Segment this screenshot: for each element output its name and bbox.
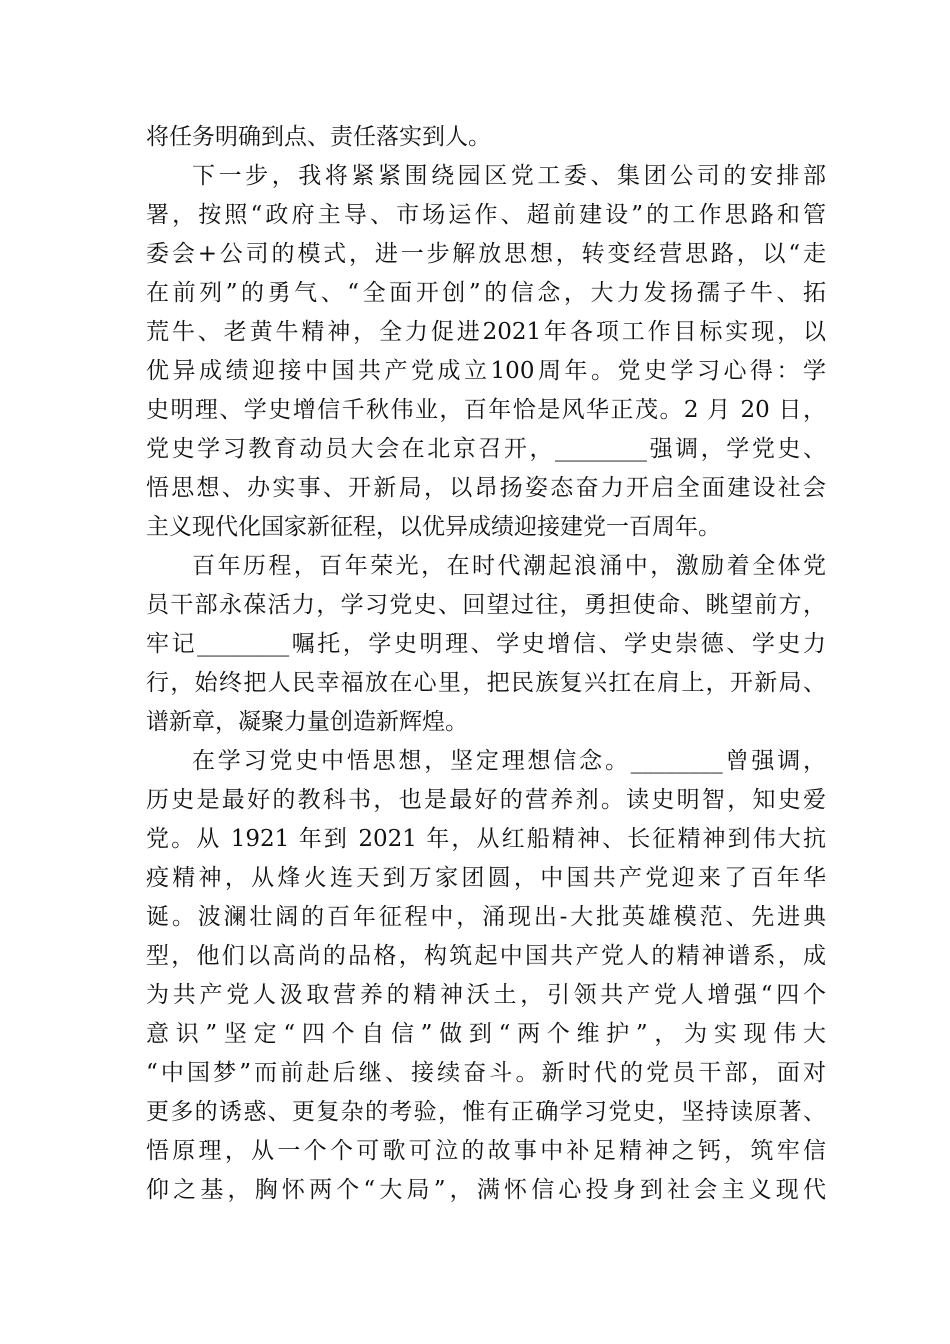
text-line: 谱新章，凝聚力量创造新辉煌。	[146, 709, 468, 735]
text-line: 在学习党史中悟思想，坚定理想信念。________曾强调，	[192, 748, 826, 774]
text-line: 委会+公司的模式，进一步解放思想，转变经营思路，以“走	[146, 241, 826, 267]
text-line: 为共产党人汲取营养的精神沃土，引领共产党人增强“四个	[146, 982, 826, 1008]
text-line: 悟原理，从一个个可歌可泣的故事中补足精神之钙，筑牢信	[146, 1138, 826, 1164]
body-text	[146, 118, 826, 1210]
text-line: 党。从 1921 年到 2021 年，从红船精神、长征精神到伟大抗	[146, 826, 826, 852]
text-line: 仰之基，胸怀两个“大局”，满怀信心投身到社会主义现代	[146, 1177, 826, 1203]
text-line: 将任务明确到点、责任落实到人。	[146, 124, 491, 150]
text-line: 优异成绩迎接中国共产党成立100周年。党史学习心得：学	[146, 358, 826, 384]
text-line: 署，按照“政府主导、市场运作、超前建设”的工作思路和管	[146, 202, 826, 228]
text-line: 疫精神，从烽火连天到万家团圆，中国共产党迎来了百年华	[146, 865, 826, 891]
text-line: 悟思想、办实事、开新局，以昂扬姿态奋力开启全面建设社会	[146, 475, 826, 501]
text-line: 荒牛、老黄牛精神，全力促进2021年各项工作目标实现，以	[146, 319, 826, 345]
text-line: “中国梦”而前赴后继、接续奋斗。新时代的党员干部，面对	[146, 1060, 826, 1086]
text-line: 党史学习教育动员大会在北京召开，________强调，学党史、	[146, 436, 826, 462]
text-line: 下一步，我将紧紧围绕园区党工委、集团公司的安排部	[192, 163, 826, 189]
text-line: 史明理、学史增信千秋伟业，百年恰是风华正茂。2 月 20 日，	[146, 397, 826, 423]
text-line: 历史是最好的教科书，也是最好的营养剂。读史明智，知史爱	[146, 787, 826, 813]
text-line: 牢记________嘱托，学史明理、学史增信、学史崇德、学史力	[146, 631, 826, 657]
text-line: 员干部永葆活力，学习党史、回望过往，勇担使命、眺望前方，	[146, 592, 826, 618]
text-line: 意识”坚定“四个自信”做到“两个维护”，为实现伟大	[146, 1021, 826, 1047]
text-line: 型，他们以高尚的品格，构筑起中国共产党人的精神谱系，成	[146, 943, 826, 969]
text-line: 行，始终把人民幸福放在心里，把民族复兴扛在肩上，开新局、	[146, 670, 826, 696]
text-line: 更多的诱惑、更复杂的考验，惟有正确学习党史，坚持读原著、	[146, 1099, 826, 1125]
text-line: 主义现代化国家新征程，以优异成绩迎接建党一百周年。	[146, 514, 721, 540]
text-line: 诞。波澜壮阔的百年征程中，涌现出-大批英雄模范、先进典	[146, 904, 826, 930]
text-line: 百年历程，百年荣光，在时代潮起浪涌中，激励着全体党	[192, 553, 826, 579]
text-line: 在前列”的勇气、“全面开创”的信念，大力发扬孺子牛、拓	[146, 280, 826, 306]
